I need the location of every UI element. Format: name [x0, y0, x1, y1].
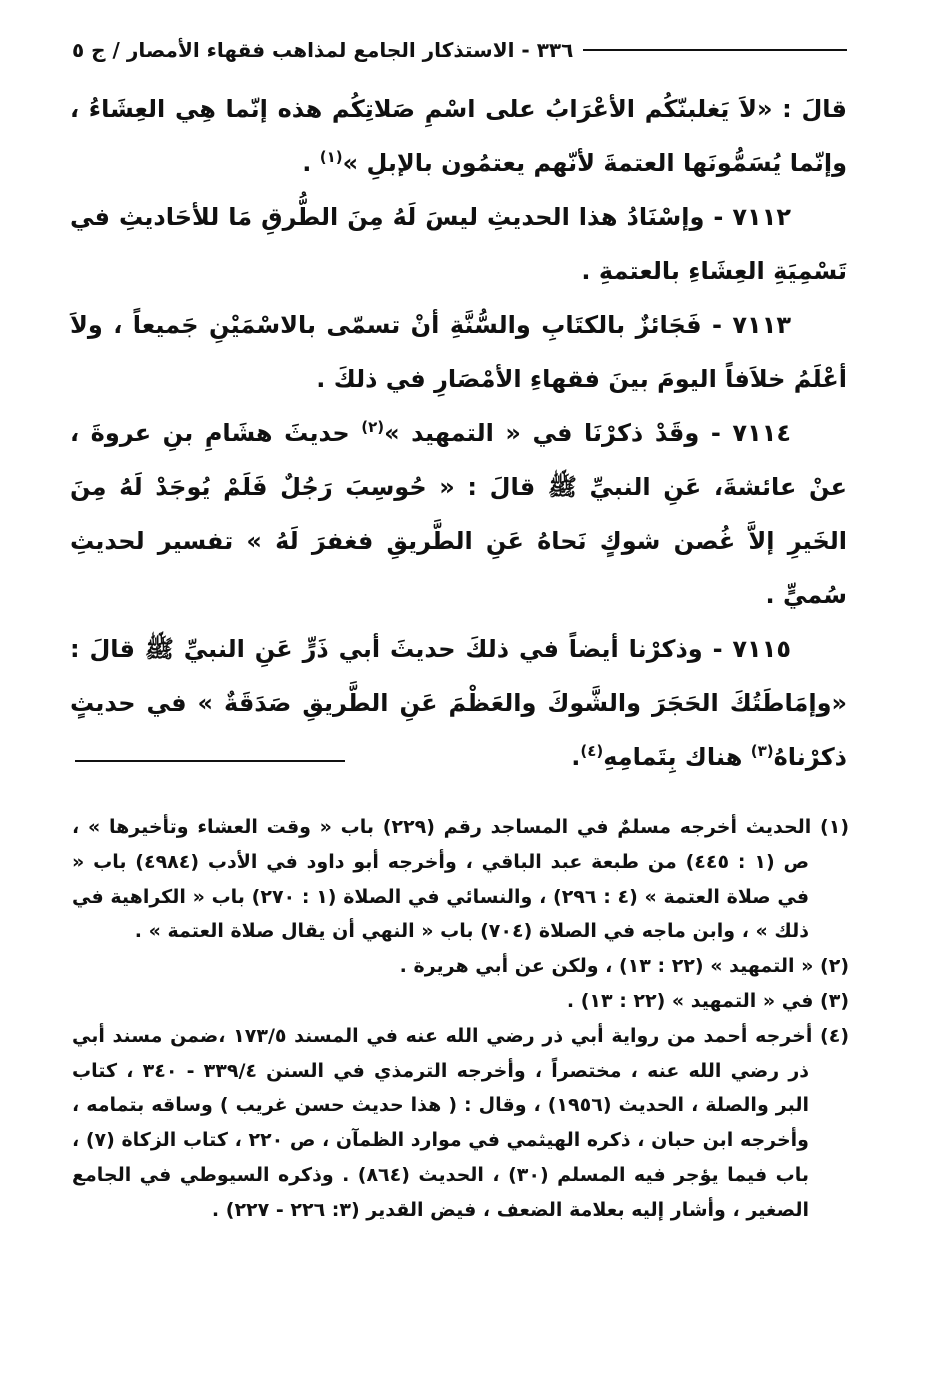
footnote-ref: (٣) [750, 742, 774, 760]
paragraph-text-end: . [302, 149, 320, 177]
footnote-1: (١) الحديث أخرجه مسلمٌ في المساجد رقم (٢٢٩) باب « وقت العشاء وتأخيرها » ، ص (١ : ٤٤٥) من طبعة عبد الباقي ، وأخرجه أبو داود في الأدب (٤٩٨٤) باب « في صلاة العتمة » (٤ : ٢٩٦) ، والنسائي في الصلاة (١ : ٢٧٠) باب « الكراهية في ذلك » ، وابن ماجه في الصلاة (٧٠٤) باب « النهي أن يقال صلاة العتمة » . [72, 816, 849, 943]
paragraph-text-end: هناك بِتَمامِهِ [603, 743, 751, 771]
paragraph-text: قالَ : «لاَ يَغلبنّكُم الأعْرَابُ على اسْمِ صَلاتِكُم هذه إنّما هِي العِشَاءُ ، وإنّما يُسَمُّونَها العتمةَ لأنّهم يعتمُون بالإبلِ » [70, 95, 847, 177]
paragraph-text-end: حديثَ هشَامِ بنِ عروةَ ، عنْ عائشةَ، عَنِ النبيِّ ﷺ قالَ : « حُوسِبَ رَجُلٌ فَلَمْ يُوجَدْ لَهُ مِنَ الخَيرِ إلاَّ غُصن شوكٍ نَحاهُ عَنِ الطَّريقِ فغفرَ لَهُ » تفسير لحديثِ سُميٍّ . [70, 419, 847, 609]
paragraph-period: . [571, 743, 581, 771]
paragraph-text: ٧١١٤ - وقَدْ ذكرْنَا في « التمهيد » [384, 419, 792, 447]
paragraph-text: ٧١١٣ - فَجَائزٌ بالكتَابِ والسُّنَّةِ أنْ تسمّى بالاسْمَيْنِ جَميعاً ، ولاَ أعْلَمُ خلاَفاً اليومَ بينَ فقهاءِ الأمْصَارِ في ذلكَ . [70, 311, 847, 393]
footnote-ref: (١) [319, 148, 343, 166]
footnote-2: (٢) « التمهيد » (٢٢ : ١٣) ، ولكن عن أبي هريرة . [399, 955, 849, 978]
paragraph-7113 [70, 298, 847, 406]
paragraph-7112 [70, 190, 847, 298]
header-rule [583, 49, 847, 51]
running-title: ٣٣٦ - الاستذكار الجامع لمذاهب فقهاء الأمصار / ج ٥ [72, 38, 574, 62]
footnote-ref: (٤) [580, 742, 604, 760]
footnote-4: (٤) أخرجه أحمد من رواية أبي ذر رضي الله عنه في المسند ١٧٣/٥ ،ضمن مسند أبي ذر رضي الله عنه ، مختصراً ، وأخرجه الترمذي في السنن ٣٣٩/٤ - ٣٤٠ ، كتاب البر والصلة ، الحديث (١٩٥٦) ، وقال : ( هذا حديث حسن غريب ) وساقه بتمامه ، وأخرجه ابن حبان ، ذكره الهيثمي في موارد الظمآن ، ص ٢٢٠ ، كتاب الزكاة (٧) ، باب فيما يؤجر فيه المسلم (٣٠) ، الحديث (٨٦٤) . وذكره السيوطي في الجامع الصغير ، وأشار إليه بعلامة الضعف ، فيض القدير (٣: ٢٢٦ - ٢٢٧) . [72, 1024, 849, 1221]
paragraph-text: ٧١١٥ - وذكرْنا أيضاً في ذلكَ حديثَ أبي ذَرٍّ عَنِ النبيِّ ﷺ قالَ : «وإمَاطَتُكَ الحَجَرَ والشَّوكَ والعَظْمَ عَنِ الطَّريقِ صَدَقَةٌ » في حديثٍ ذكرْناهُ [70, 635, 847, 771]
footnote-ref: (٢) [361, 418, 385, 436]
paragraph-intro [70, 82, 847, 190]
footnotes [72, 810, 849, 1228]
running-head [72, 32, 847, 68]
footnote-separator [75, 760, 345, 762]
footnote-3: (٣) في « التمهيد » (٢٢ : ١٣) . [566, 989, 849, 1012]
paragraph-text: ٧١١٢ - وإسْنَادُ هذا الحديثِ ليسَ لَهُ مِنَ الطُّرقِ مَا للأحَاديثِ في تَسْمِيَةِ العِشَاءِ بالعتمةِ . [70, 203, 847, 285]
main-text [70, 82, 847, 784]
paragraph-7114 [70, 406, 847, 622]
